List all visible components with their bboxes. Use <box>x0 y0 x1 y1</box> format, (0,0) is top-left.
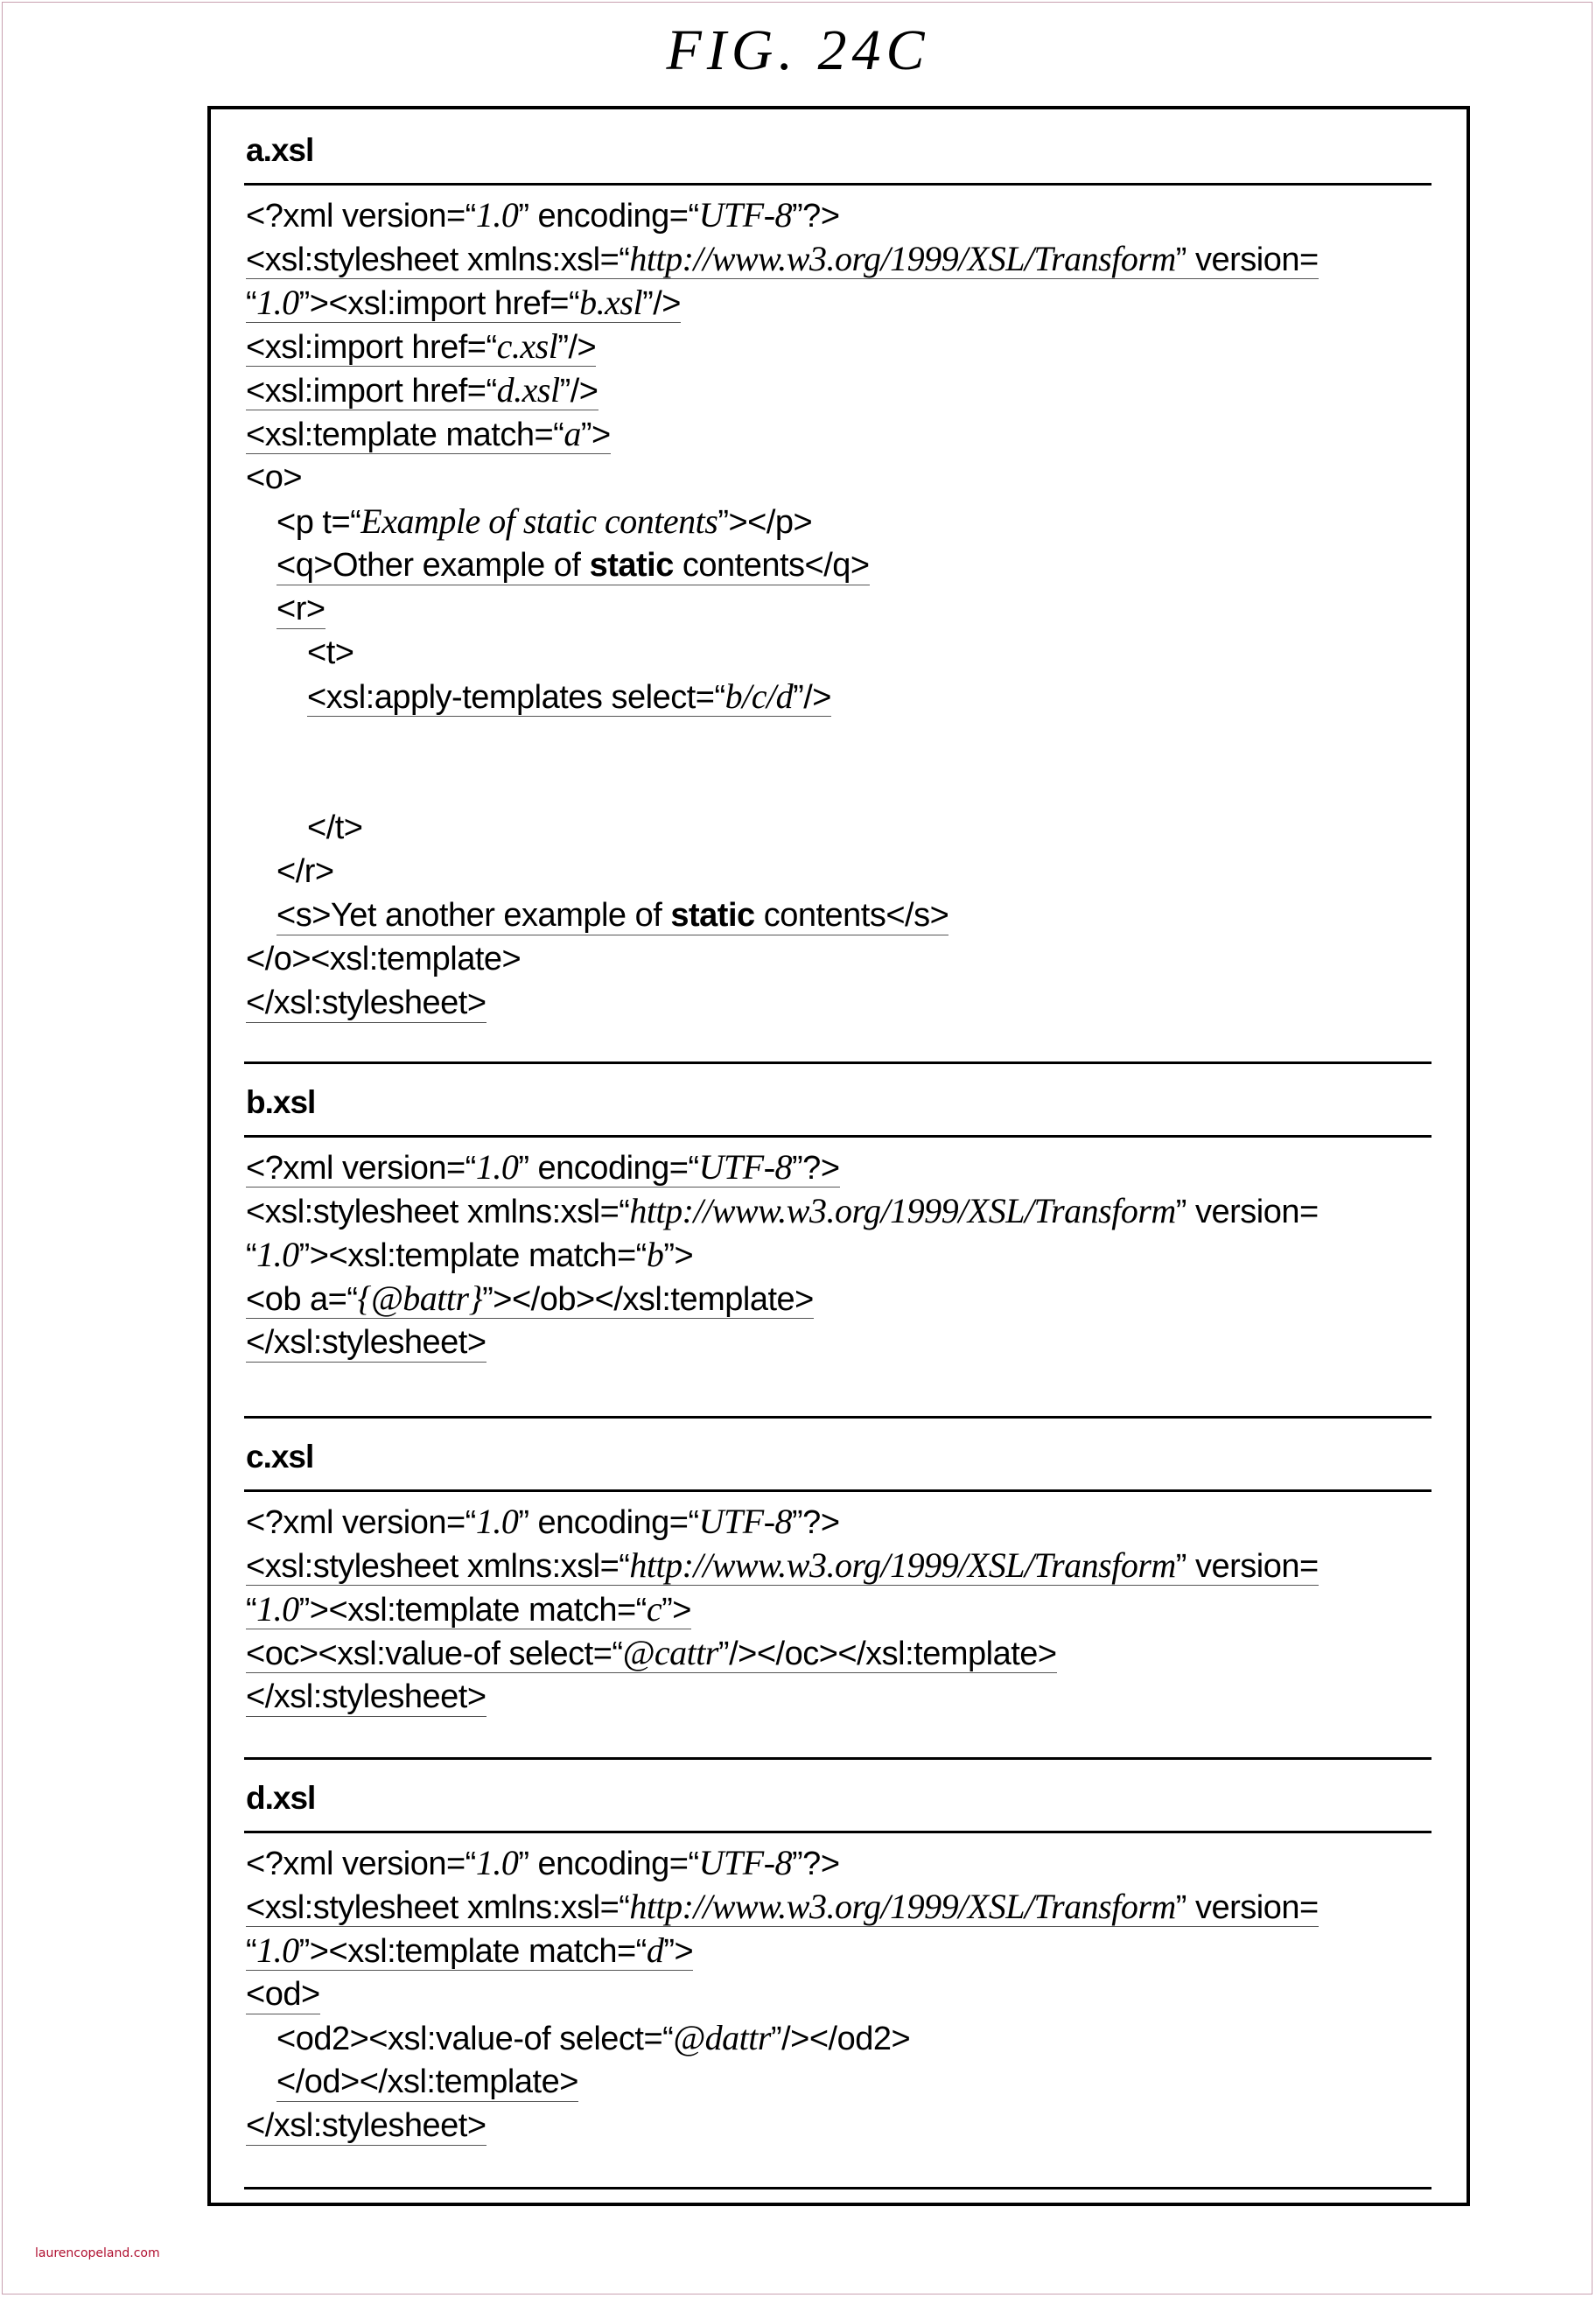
code-line <box>246 1885 1319 1927</box>
code-segment: “ <box>246 1933 257 1970</box>
title-rule <box>244 1489 1432 1492</box>
code-segment: static <box>589 547 674 584</box>
code-segment: c.xsl <box>496 326 558 366</box>
code-listing-box <box>207 106 1470 2206</box>
code-line <box>246 937 521 981</box>
code-segment: <ob a=“ <box>246 1281 358 1318</box>
code-segment: http://www.w3.org/1999/XSL/Transform <box>629 1545 1176 1585</box>
code-segment: <od> <box>246 1976 320 2013</box>
section-divider <box>244 1757 1432 1760</box>
code-segment: <q>Other example of <box>276 547 590 584</box>
code-segment: </xsl:stylesheet> <box>246 2107 486 2144</box>
code-segment: Example of static contents <box>360 501 718 541</box>
code-segment: “ <box>246 1237 257 1274</box>
watermark: laurencopeland.com <box>35 2246 160 2260</box>
code-segment: ”?> <box>792 1150 840 1187</box>
code-line <box>246 237 1319 279</box>
code-line <box>246 1972 320 2014</box>
code-line <box>246 281 681 323</box>
code-segment: <xsl:stylesheet xmlns:xsl=“ <box>246 242 630 278</box>
code-segment: ”></ob></xsl:template> <box>482 1281 814 1318</box>
code-segment: ”><xsl:import href=“ <box>298 285 580 322</box>
code-segment: </xsl:stylesheet> <box>246 1324 486 1361</box>
code-line <box>246 1544 1319 1586</box>
code-segment: </xsl:stylesheet> <box>246 984 486 1021</box>
code-segment: ” version= <box>1175 1194 1319 1230</box>
code-segment: <xsl:stylesheet xmlns:xsl=“ <box>246 1889 630 1926</box>
code-segment: <xsl:stylesheet xmlns:xsl=“ <box>246 1194 630 1230</box>
code-segment: d.xsl <box>496 370 560 410</box>
title-rule <box>244 183 1432 186</box>
code-segment: <t> <box>307 634 354 671</box>
code-segment: ” encoding=“ <box>518 1846 699 1882</box>
code-segment: ”/> <box>557 329 597 366</box>
section-title: d.xsl <box>246 1780 316 1816</box>
code-segment: <xsl:stylesheet xmlns:xsl=“ <box>246 1548 630 1585</box>
code-segment: 1.0 <box>256 1235 299 1274</box>
code-segment: 1.0 <box>475 1502 519 1541</box>
code-line <box>307 675 831 717</box>
code-segment: ”> <box>663 1237 694 1274</box>
code-segment: 1.0 <box>256 1930 299 1970</box>
section-end-rule <box>244 2187 1432 2189</box>
code-segment: ”?> <box>792 198 840 235</box>
code-segment: http://www.w3.org/1999/XSL/Transform <box>629 1191 1176 1230</box>
code-segment: <xsl:apply-templates select=“ <box>307 679 725 716</box>
code-segment: 1.0 <box>475 1147 519 1187</box>
code-segment: a <box>564 414 581 453</box>
code-segment: </xsl:stylesheet> <box>246 1678 486 1715</box>
code-segment: 1.0 <box>475 195 519 235</box>
code-segment: b.xsl <box>579 283 643 322</box>
code-segment: @cattr <box>622 1633 718 1672</box>
code-segment: b <box>646 1235 664 1274</box>
code-segment: ”><xsl:template match=“ <box>298 1237 647 1274</box>
code-segment: b/c/d <box>724 676 794 716</box>
code-segment: </t> <box>307 809 363 846</box>
section-title: c.xsl <box>246 1439 314 1475</box>
code-segment: <?xml version=“ <box>246 1846 476 1882</box>
code-segment: <xsl:import href=“ <box>246 329 497 366</box>
code-segment: ” version= <box>1175 242 1319 278</box>
code-line <box>276 543 870 585</box>
code-segment: <oc><xsl:value-of select=“ <box>246 1636 623 1672</box>
code-line <box>276 500 812 543</box>
code-segment: ”> <box>663 1933 694 1970</box>
code-line <box>276 2016 910 2060</box>
code-segment: contents</q> <box>673 547 870 584</box>
code-line <box>276 2060 578 2102</box>
code-segment: ”/></od2> <box>770 2021 911 2057</box>
code-line <box>246 325 596 367</box>
code-segment: <s>Yet another example of <box>276 897 671 934</box>
code-segment: @dattr <box>673 2018 771 2057</box>
section-title: a.xsl <box>246 132 314 168</box>
code-segment: ” version= <box>1175 1889 1319 1926</box>
figure-title: FIG. 24C <box>666 18 930 82</box>
code-line <box>246 981 486 1023</box>
code-segment: ”/> <box>642 285 681 322</box>
code-segment: <xsl:import href=“ <box>246 373 497 410</box>
code-line <box>246 1189 1319 1233</box>
code-segment: contents</s> <box>754 897 949 934</box>
code-line <box>246 1929 693 1971</box>
code-segment: d <box>646 1930 664 1970</box>
code-segment: UTF-8 <box>698 1147 793 1187</box>
code-line <box>246 1277 814 1319</box>
code-segment: </o><xsl:template> <box>246 941 522 977</box>
code-segment: <od2><xsl:value-of select=“ <box>276 2021 674 2057</box>
code-line <box>276 893 948 935</box>
code-line <box>246 1145 840 1188</box>
code-line <box>246 1233 693 1277</box>
code-segment: ” encoding=“ <box>518 198 699 235</box>
code-segment: <p t=“ <box>276 504 361 541</box>
code-segment: ”?> <box>792 1504 840 1541</box>
code-segment: static <box>670 897 755 934</box>
code-segment: 1.0 <box>256 283 299 322</box>
code-line <box>246 1675 486 1717</box>
code-segment: </od></xsl:template> <box>276 2063 578 2100</box>
title-rule <box>244 1831 1432 1833</box>
code-segment: ”> <box>662 1592 691 1629</box>
code-segment: ” version= <box>1175 1548 1319 1585</box>
code-segment: <?xml version=“ <box>246 1150 476 1187</box>
code-segment: “ <box>246 285 257 322</box>
code-segment: http://www.w3.org/1999/XSL/Transform <box>629 1887 1176 1926</box>
code-segment: ”> <box>580 417 611 453</box>
code-segment: <?xml version=“ <box>246 1504 476 1541</box>
code-line <box>246 1631 1057 1673</box>
code-segment: 1.0 <box>475 1843 519 1882</box>
code-segment: <o> <box>246 459 303 496</box>
code-segment: ”/></oc></xsl:template> <box>718 1636 1057 1672</box>
code-segment: UTF-8 <box>698 1843 793 1882</box>
code-line <box>276 587 326 629</box>
code-segment: ”><xsl:template match=“ <box>298 1933 647 1970</box>
code-line <box>246 1841 840 1885</box>
code-line <box>246 193 840 237</box>
code-line <box>246 2104 486 2146</box>
code-line <box>307 631 354 675</box>
code-line <box>246 1500 840 1544</box>
code-segment: <xsl:template match=“ <box>246 417 564 453</box>
code-segment: 1.0 <box>256 1589 299 1629</box>
section-title: b.xsl <box>246 1084 316 1120</box>
code-line <box>276 850 334 893</box>
code-segment: <r> <box>276 591 326 627</box>
section-divider <box>244 1416 1432 1419</box>
code-line <box>307 806 363 850</box>
code-line <box>246 1321 486 1363</box>
code-line <box>246 412 611 454</box>
title-rule <box>244 1135 1432 1138</box>
code-segment: {@battr} <box>357 1279 483 1318</box>
code-line <box>246 456 302 500</box>
code-segment: ”/> <box>559 373 598 410</box>
code-segment: UTF-8 <box>698 195 793 235</box>
code-segment: http://www.w3.org/1999/XSL/Transform <box>629 239 1176 278</box>
code-segment: ”></p> <box>718 504 813 541</box>
code-line <box>246 368 598 410</box>
code-segment: UTF-8 <box>698 1502 793 1541</box>
section-divider <box>244 1061 1432 1064</box>
code-segment: ” encoding=“ <box>518 1504 699 1541</box>
code-line <box>246 1587 691 1629</box>
code-segment: ” encoding=“ <box>518 1150 699 1187</box>
code-segment: ”?> <box>792 1846 840 1882</box>
code-segment: “ <box>246 1592 257 1629</box>
code-segment: </r> <box>276 853 334 890</box>
code-segment: ”/> <box>793 679 831 716</box>
code-segment: ”><xsl:template match=“ <box>298 1592 647 1629</box>
code-segment: c <box>646 1589 662 1629</box>
code-segment: <?xml version=“ <box>246 198 476 235</box>
